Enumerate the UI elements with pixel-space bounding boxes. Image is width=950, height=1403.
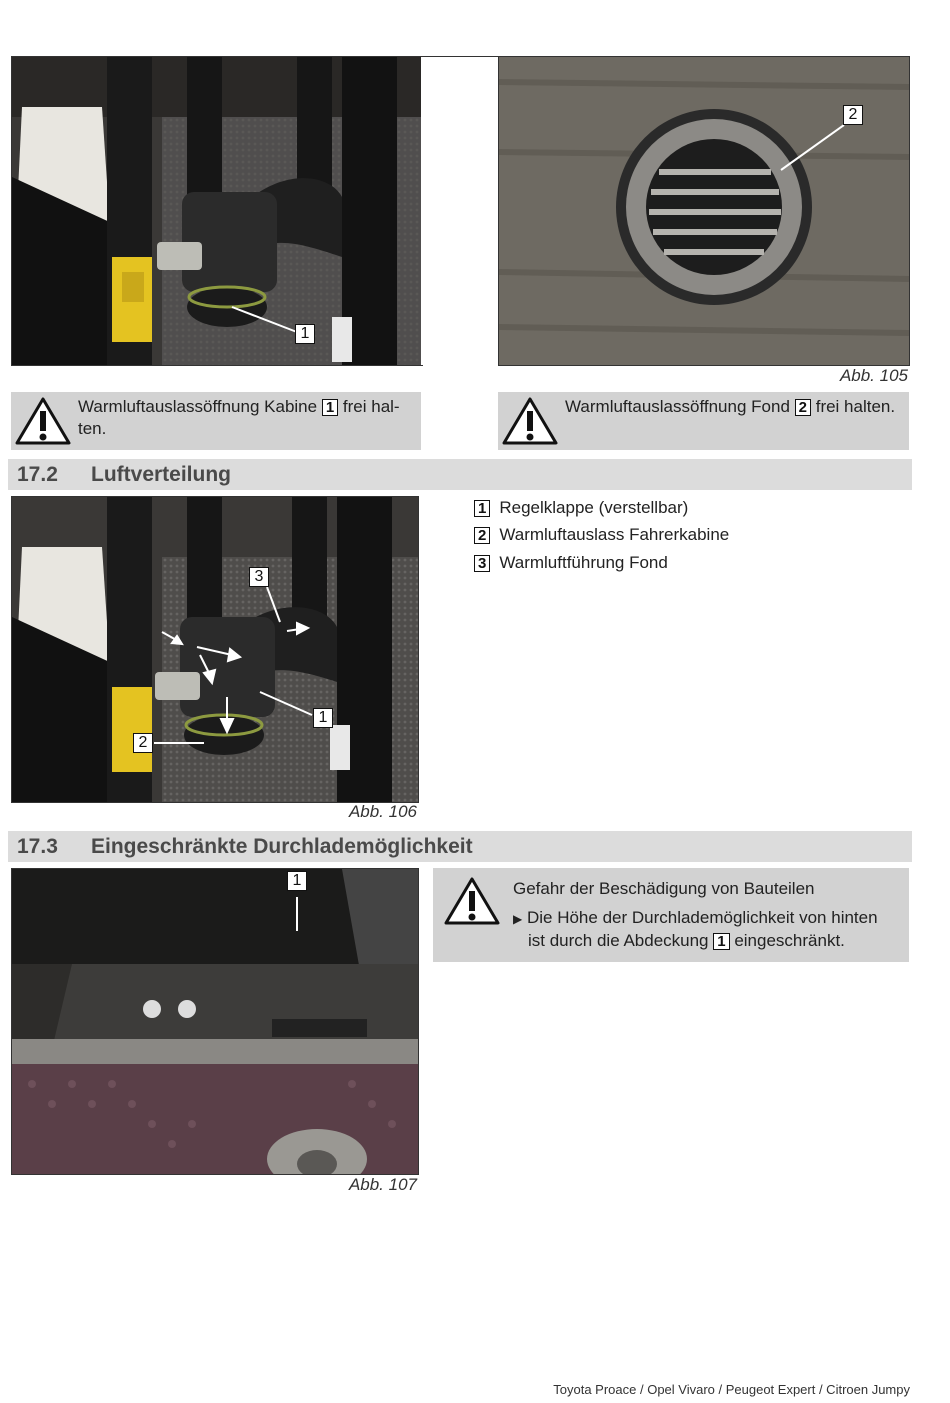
callout-1: 1	[295, 324, 315, 344]
photo-air-distribution-illustration	[12, 497, 418, 802]
warning-box-rear	[498, 392, 909, 450]
section-heading-17-3	[8, 831, 912, 862]
warning-text-rear: Warmluftauslassöffnung Fond 2 frei halten.	[565, 397, 896, 416]
warning-triangle-icon	[14, 396, 72, 446]
legend-item	[474, 553, 668, 573]
photo-loading-limit-illustration	[12, 869, 418, 1174]
legend-item	[474, 498, 688, 518]
section-number: 17.3	[17, 835, 58, 858]
section-title: Luftverteilung	[91, 463, 231, 486]
section-number: 17.2	[17, 463, 58, 486]
legend-number: 3	[474, 555, 490, 572]
section-title: Eingeschränkte Durchlademöglichkeit	[91, 835, 473, 858]
legend-label: Warmluftführung Fond	[499, 553, 668, 572]
ref-number-2: 2	[795, 399, 811, 416]
callout-2: 2	[133, 733, 153, 753]
warning-text-cabin: Warmluftauslassöffnung Kabine 1 frei hal- ten.	[78, 397, 400, 438]
photo-gap	[421, 56, 499, 365]
legend-item	[474, 525, 729, 545]
bullet-arrow-icon: ▶	[513, 912, 523, 926]
warning-triangle-icon	[443, 876, 501, 926]
warning-title-damage: Gefahr der Beschädigung von Bauteilen	[513, 879, 815, 898]
callout-3: 3	[249, 567, 269, 587]
callout-1: 1	[313, 708, 333, 728]
photo-air-distribution	[11, 496, 419, 803]
figure-caption-106: Abb. 106	[348, 802, 417, 821]
photo-cabin-outlet-illustration	[12, 57, 422, 365]
figure-caption-107: Abb. 107	[348, 1175, 417, 1194]
photo-cabin-outlet	[11, 56, 423, 366]
callout-2: 2	[843, 105, 863, 125]
photo-loading-limit	[11, 868, 419, 1175]
callout-1: 1	[287, 871, 307, 891]
section-heading-17-2	[8, 459, 912, 490]
figure-caption-105: Abb. 105	[839, 366, 908, 385]
ref-number-1: 1	[322, 399, 338, 416]
legend-number: 1	[474, 500, 490, 517]
legend-label: Regelklappe (verstellbar)	[499, 498, 689, 517]
page-footer: Toyota Proace / Opel Vivaro / Peugeot Expert / Citroen Jumpy	[553, 1382, 910, 1397]
warning-box-cabin	[11, 392, 421, 450]
legend-label: Warmluftauslass Fahrerkabine	[499, 525, 730, 544]
warning-box-damage	[433, 868, 909, 962]
ref-number-1: 1	[713, 933, 729, 950]
warning-bullet-damage: ▶ Die Höhe der Durchlademöglichkeit von hinten ist durch die Abdeckung 1 eingeschränkt.	[513, 908, 878, 950]
warning-triangle-icon	[501, 396, 559, 446]
legend-number: 2	[474, 527, 490, 544]
photo-rear-outlet	[498, 56, 910, 366]
photo-rear-outlet-illustration	[499, 57, 909, 365]
